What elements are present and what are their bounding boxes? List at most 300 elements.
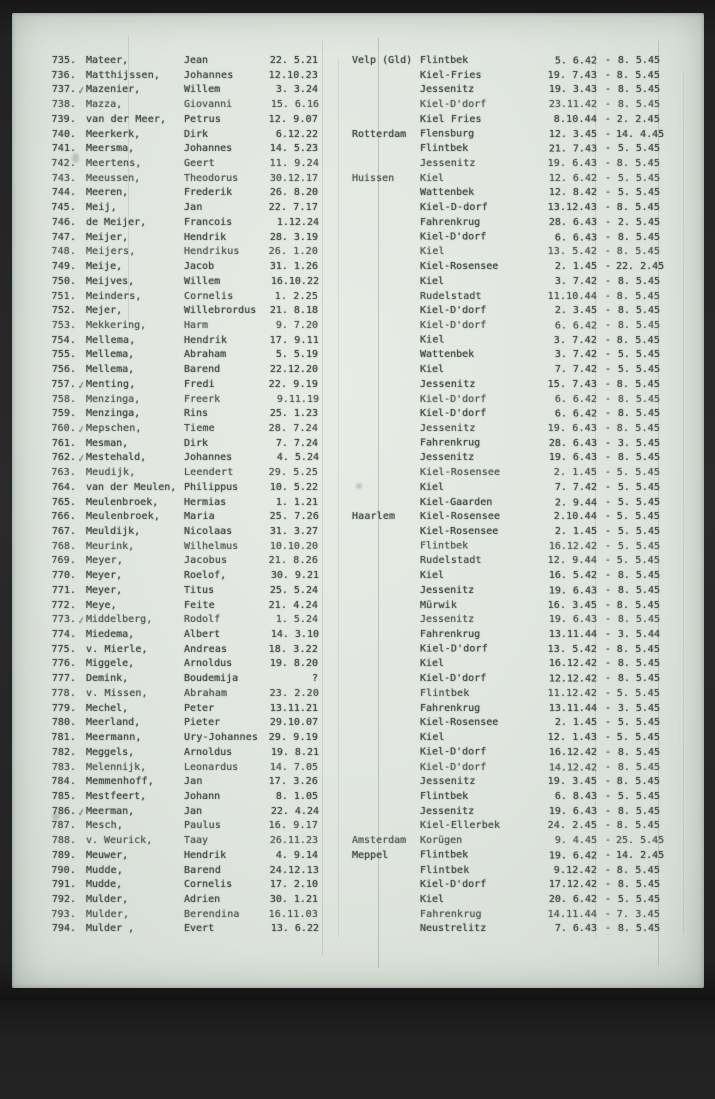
- date-to: 8. 5.45: [617, 275, 660, 287]
- birth-date: 29.10.07: [269, 717, 318, 729]
- first-name: Cornelis: [184, 290, 234, 302]
- date-to: 5. 5.45: [616, 511, 660, 523]
- date-to: 8. 5.45: [617, 84, 660, 96]
- date-to: 5. 5.45: [617, 526, 660, 537]
- date-separator: -: [604, 717, 612, 729]
- row-number: 788.: [51, 835, 76, 847]
- camp-place: Kiel-D'dorf: [420, 673, 487, 685]
- camp-place: Kiel: [420, 275, 445, 287]
- first-name: Frederik: [184, 187, 233, 199]
- date-from: 9. 4.45: [554, 835, 597, 847]
- date-from: 5. 6.42: [554, 55, 597, 67]
- camp-place: Kiel: [420, 732, 445, 744]
- date-from: 13.11.44: [548, 629, 597, 641]
- birth-date: 13. 6.22: [270, 923, 319, 935]
- date-to: 8. 5.45: [617, 584, 660, 596]
- camp-place: Kiel-D'dorf: [420, 319, 487, 331]
- date-to: 8. 5.45: [616, 290, 660, 302]
- surname: Meulenbroek,: [86, 496, 159, 508]
- birth-date: 13.11.21: [269, 702, 318, 714]
- date-from: 2. 1.45: [554, 526, 597, 537]
- table-row: [12, 83, 704, 98]
- date-separator: -: [604, 69, 612, 81]
- table-row: [12, 687, 704, 702]
- camp-place: Kiel: [420, 246, 445, 258]
- date-separator: -: [604, 746, 612, 758]
- surname: Meurink,: [86, 540, 135, 552]
- camp-place: Wattenbek: [420, 349, 475, 361]
- date-separator: -: [604, 805, 612, 817]
- surname: Meuwer,: [86, 849, 129, 861]
- first-name: Jan: [184, 776, 203, 788]
- first-name: Hendrik: [184, 334, 228, 346]
- first-name: Johannes: [184, 69, 234, 81]
- camp-place: Fahrenkrug: [420, 216, 481, 228]
- row-number: 735.: [51, 55, 76, 66]
- date-from: 20. 6.42: [548, 893, 597, 905]
- row-number: 785.: [51, 790, 76, 802]
- date-from: 12.12.42: [548, 673, 597, 685]
- first-name: Evert: [184, 923, 215, 935]
- birth-date: 9. 7.20: [275, 319, 318, 331]
- first-name: Abraham: [184, 687, 228, 699]
- table-row: [12, 437, 704, 452]
- date-to: 8. 5.45: [616, 864, 660, 876]
- row-number: 787.: [51, 820, 76, 832]
- date-separator: -: [604, 172, 612, 184]
- date-to: 8. 5.45: [617, 393, 660, 405]
- first-name: Willebrordus: [184, 305, 257, 317]
- birth-date: 14. 5.23: [269, 143, 318, 155]
- row-number: 784.: [51, 776, 76, 788]
- row-number: 758.: [51, 393, 76, 405]
- camp-place: Flensburg: [420, 128, 475, 140]
- date-separator: -: [604, 761, 612, 773]
- first-name: Jacob: [184, 261, 215, 273]
- table-row: [12, 128, 704, 143]
- camp-place: Jessenitz: [420, 805, 475, 817]
- date-from: 19. 3.43: [548, 84, 597, 96]
- date-separator: -: [604, 526, 612, 537]
- birth-date: 22. 5.21: [269, 55, 318, 66]
- date-from: 16. 3.45: [547, 599, 597, 611]
- birth-date: 22. 7.17: [268, 202, 318, 214]
- surname: Meye,: [86, 599, 117, 611]
- date-to: 8. 5.45: [616, 776, 660, 788]
- first-name: Fredi: [184, 378, 215, 390]
- row-number: 736.: [51, 69, 76, 81]
- date-from: 2. 1.45: [554, 717, 597, 729]
- first-name: Giovanni: [184, 99, 233, 111]
- camp-place: Kiel-D'dorf: [420, 746, 487, 758]
- date-separator: -: [604, 511, 612, 523]
- date-separator: -: [604, 629, 612, 641]
- table-row: [12, 702, 704, 717]
- surname: Mateer,: [86, 55, 129, 66]
- row-number: 786.: [51, 805, 76, 817]
- row-number: 790.: [51, 864, 76, 876]
- birth-date: 1. 2.25: [274, 290, 318, 302]
- camp-place: Fahrenkrug: [420, 437, 481, 449]
- date-from: 19. 6.43: [548, 585, 597, 597]
- row-number: 739.: [51, 113, 76, 125]
- birth-date: 25. 5.24: [269, 584, 318, 596]
- birth-date: 19. 8.20: [269, 658, 318, 670]
- row-number: 794.: [51, 923, 76, 935]
- birth-date: 23. 2.20: [269, 687, 319, 699]
- check-mark: ✓: [76, 422, 86, 437]
- first-name: Pieter: [184, 717, 221, 729]
- row-number: 774.: [51, 629, 76, 641]
- row-number: 761.: [51, 437, 76, 449]
- camp-place: Flintbek: [420, 790, 469, 802]
- surname: Mechel,: [86, 702, 129, 714]
- surname: de Meijer,: [86, 216, 147, 228]
- date-separator: -: [604, 349, 612, 361]
- date-to: 5. 5.45: [617, 364, 660, 376]
- date-from: 19. 6.43: [547, 422, 597, 434]
- surname: Memmenhoff,: [86, 776, 154, 788]
- date-separator: -: [604, 216, 612, 228]
- table-row: [12, 584, 704, 599]
- birth-date: 21. 8.26: [268, 555, 318, 567]
- first-name: Johannes: [184, 143, 233, 155]
- date-separator: -: [604, 422, 612, 434]
- camp-place: Kiel: [420, 658, 445, 670]
- birth-date: 10. 5.22: [269, 481, 318, 493]
- date-to: 5. 5.45: [617, 481, 660, 493]
- surname: Meudijk,: [86, 467, 136, 479]
- row-number: 741.: [51, 143, 76, 155]
- date-to: 8. 5.45: [617, 746, 660, 758]
- row-number: 764.: [51, 481, 76, 493]
- surname: Meyer,: [86, 584, 123, 596]
- row-number: 738.: [51, 99, 76, 111]
- first-name: Arnoldus: [184, 746, 233, 758]
- date-to: 8. 5.45: [616, 334, 660, 346]
- first-name: Albert: [184, 629, 221, 641]
- date-from: 19. 6.43: [548, 805, 597, 817]
- surname: Meij,: [86, 202, 117, 214]
- surname: Meersma,: [86, 143, 135, 155]
- date-to: 8. 5.45: [617, 55, 660, 66]
- date-separator: -: [604, 334, 612, 346]
- table-row: [12, 407, 704, 422]
- row-number: 745.: [51, 202, 76, 214]
- camp-place: Jessenitz: [420, 452, 475, 464]
- birth-date: 4. 5.24: [276, 452, 319, 464]
- date-separator: -: [604, 702, 612, 714]
- date-from: 3. 7.42: [553, 334, 597, 346]
- date-to: 8. 5.45: [616, 246, 660, 258]
- date-separator: -: [604, 496, 612, 508]
- row-number: 765.: [51, 496, 76, 508]
- surname: Meeussen,: [86, 172, 141, 184]
- date-to: 5. 5.45: [617, 790, 660, 802]
- table-row: [12, 554, 704, 569]
- birth-date: 30. 1.21: [269, 893, 318, 905]
- date-separator: -: [604, 658, 612, 670]
- row-number: 782.: [51, 746, 76, 758]
- first-name: Cornelis: [184, 879, 233, 891]
- surname: Meulenbroek,: [86, 511, 161, 523]
- date-from: 2.10.44: [553, 511, 597, 523]
- table-row: [12, 731, 704, 746]
- surname: v. Missen,: [86, 687, 148, 699]
- table-row: [12, 98, 704, 113]
- surname: Mellema,: [86, 349, 135, 361]
- date-to: 5. 5.45: [616, 687, 660, 699]
- date-separator: -: [604, 467, 612, 479]
- birth-date: 15. 6.16: [270, 99, 319, 111]
- surname: Meerland,: [86, 717, 141, 729]
- row-number: 749.: [51, 261, 76, 273]
- surname: Meeren,: [86, 187, 129, 199]
- row-number: 793.: [51, 908, 76, 920]
- birth-date: 25. 1.23: [269, 408, 318, 420]
- surname: Menzinga,: [86, 408, 141, 420]
- table-row: [12, 466, 704, 481]
- camp-place: Kiel-D'dorf: [420, 879, 487, 891]
- birth-date: 9.11.19: [276, 393, 319, 405]
- camp-place: Wattenbek: [420, 187, 475, 199]
- table-row: [12, 260, 704, 275]
- first-name: Freerk: [184, 393, 221, 405]
- date-from: 6. 6.43: [554, 232, 597, 244]
- camp-place: Kiel: [420, 334, 445, 346]
- birth-date: 3. 3.24: [275, 84, 318, 96]
- camp-place: Kiel-D'dorf: [420, 408, 487, 420]
- date-to: 8. 5.45: [616, 158, 660, 170]
- camp-place: Jessenitz: [420, 378, 476, 390]
- date-from: 19. 6.43: [548, 452, 597, 464]
- origin-place: Haarlem: [352, 511, 396, 523]
- camp-place: Rudelstadt: [420, 555, 482, 567]
- date-from: 13. 5.42: [547, 643, 597, 655]
- table-row: [12, 275, 704, 290]
- birth-date: 22.12.20: [269, 364, 318, 376]
- camp-place: Kiel-Rosensee: [420, 511, 501, 523]
- date-separator: -: [604, 408, 612, 420]
- first-name: Adrien: [184, 893, 221, 905]
- date-from: 12. 9.44: [547, 555, 597, 567]
- date-from: 8.10.44: [553, 113, 597, 125]
- first-name: Maria: [184, 511, 215, 523]
- table-row: [12, 922, 704, 937]
- surname: Mudde,: [86, 879, 123, 891]
- birth-date: 4. 9.14: [275, 849, 318, 861]
- surname: Mepschen,: [86, 422, 142, 434]
- surname: Mestfeert,: [86, 790, 147, 802]
- first-name: Abraham: [184, 349, 227, 361]
- first-name: Dirk: [184, 128, 209, 140]
- row-number: 757.: [51, 378, 76, 390]
- first-name: Andreas: [184, 643, 228, 655]
- birth-date: 26. 8.20: [269, 187, 318, 199]
- surname: Mulder,: [86, 908, 130, 920]
- row-number: 751.: [51, 290, 76, 302]
- first-name: Nicolaas: [184, 526, 233, 537]
- date-to: 7. 3.45: [616, 908, 660, 920]
- date-to: 5. 5.45: [617, 717, 660, 729]
- date-separator: -: [604, 893, 612, 905]
- surname: Mesman,: [86, 437, 129, 449]
- birth-date: 28. 3.19: [269, 231, 318, 243]
- camp-place: Kiel-Gaarden: [420, 496, 493, 508]
- date-separator: -: [604, 908, 612, 920]
- date-from: 13. 5.42: [547, 246, 597, 258]
- first-name: Petrus: [184, 113, 222, 125]
- row-number: 776.: [51, 658, 76, 670]
- birth-date: 14. 3.10: [270, 629, 319, 641]
- date-separator: -: [604, 673, 612, 685]
- row-number: 770.: [51, 570, 76, 582]
- row-number: 752.: [51, 305, 76, 317]
- surname: Meijers,: [86, 246, 136, 258]
- surname: Demink,: [86, 673, 129, 685]
- table-row: [12, 334, 704, 349]
- date-to: 8. 5.45: [617, 408, 660, 420]
- date-separator: -: [604, 687, 612, 699]
- table-row: [12, 69, 704, 84]
- surname: Mulder ,: [86, 923, 135, 935]
- surname: Matthijssen,: [86, 69, 161, 81]
- birth-date: 28. 7.24: [268, 422, 318, 434]
- camp-place: Kiel-D'dorf: [420, 643, 488, 655]
- surname: Mejer,: [86, 305, 123, 317]
- first-name: Leendert: [184, 467, 234, 479]
- origin-place: Velp (Gld): [352, 55, 413, 66]
- row-number: 740.: [51, 128, 76, 140]
- row-number: 754.: [51, 334, 76, 346]
- surname: Mestehald,: [86, 452, 147, 464]
- first-name: Hermias: [184, 496, 227, 508]
- first-name: Roelof,: [184, 570, 227, 582]
- date-separator: -: [604, 849, 612, 861]
- first-name: Theodorus: [184, 172, 239, 184]
- row-number: 759.: [51, 408, 76, 420]
- date-to: 8. 5.45: [617, 452, 660, 464]
- date-from: 19. 7.43: [547, 69, 597, 81]
- camp-place: Kiel-Rosensee: [420, 717, 499, 729]
- date-to: 22. 2.45: [616, 261, 665, 273]
- table-row: [12, 290, 704, 305]
- camp-place: Kiel-Fries: [420, 69, 482, 81]
- date-to: 25. 5.45: [616, 835, 665, 847]
- camp-place: Kiel: [420, 570, 445, 582]
- date-to: 2. 2.45: [616, 113, 660, 125]
- row-number: 775.: [51, 643, 76, 655]
- date-from: 23.11.42: [548, 99, 597, 111]
- row-number: 748.: [51, 246, 76, 258]
- table-row: [12, 172, 704, 187]
- date-separator: -: [604, 378, 612, 390]
- first-name: Jan: [184, 805, 203, 817]
- check-mark: ✓: [76, 378, 86, 393]
- table-row: [12, 672, 704, 687]
- first-name: Taay: [184, 835, 209, 847]
- date-from: 11.10.44: [547, 290, 597, 302]
- birth-date: 31. 3.27: [269, 526, 318, 537]
- surname: Mulder,: [86, 893, 129, 905]
- date-to: 8. 5.45: [617, 570, 660, 582]
- date-from: 17.12.42: [548, 879, 597, 891]
- row-number: 777.: [51, 673, 76, 685]
- birth-date: 1. 5.24: [275, 614, 318, 626]
- first-name: Feite: [184, 599, 215, 611]
- row-number: 767.: [51, 526, 76, 537]
- date-to: 8. 5.45: [616, 599, 660, 611]
- date-separator: -: [604, 732, 612, 744]
- birth-date: 5. 5.19: [275, 349, 318, 361]
- date-to: 8. 5.45: [616, 643, 660, 655]
- table-row: [12, 496, 704, 511]
- date-from: 19. 6.42: [548, 850, 597, 862]
- table-row: [12, 201, 704, 216]
- row-number: 783.: [51, 761, 76, 773]
- table-row: [12, 746, 704, 761]
- camp-place: Neustrelitz: [420, 923, 487, 935]
- table-row: [12, 363, 704, 378]
- table-row: [12, 790, 704, 805]
- surname: Mudde,: [86, 864, 124, 876]
- camp-place: Kiel: [420, 364, 445, 376]
- camp-place: Flintbek: [420, 143, 469, 155]
- date-separator: -: [604, 246, 612, 258]
- surname: Meyer,: [86, 555, 124, 567]
- paper-sheet: [12, 13, 704, 988]
- birth-date: 22. 4.24: [270, 805, 319, 817]
- date-from: 2. 3.45: [554, 305, 597, 317]
- surname: Mazza,: [86, 99, 123, 111]
- first-name: Titus: [184, 584, 215, 596]
- camp-place: Kiel: [420, 893, 445, 905]
- date-to: 14. 4.45: [616, 128, 665, 140]
- date-to: 8. 5.45: [617, 99, 660, 111]
- table-row: [12, 348, 704, 363]
- table-row: [12, 908, 704, 923]
- date-from: 6. 6.42: [554, 393, 597, 405]
- date-to: 8. 5.45: [617, 673, 660, 685]
- date-to: 3. 5.45: [617, 437, 660, 449]
- date-to: 5. 5.45: [617, 172, 660, 184]
- camp-place: Jessenitz: [420, 776, 476, 788]
- date-from: 19. 6.43: [547, 158, 597, 170]
- date-separator: -: [604, 835, 612, 847]
- first-name: Jean: [184, 55, 209, 66]
- birth-date: 17. 3.26: [268, 776, 318, 788]
- camp-place: Fahrenkrug: [420, 702, 481, 714]
- date-separator: -: [604, 275, 612, 287]
- date-separator: -: [604, 643, 612, 655]
- first-name: Barend: [184, 864, 222, 876]
- first-name: Peter: [184, 702, 215, 714]
- first-name: Tieme: [184, 422, 215, 434]
- camp-place: Kiel-Ellerbek: [420, 820, 501, 832]
- date-from: 12. 3.45: [548, 128, 597, 140]
- date-from: 16. 5.42: [548, 570, 597, 582]
- date-separator: -: [604, 776, 612, 788]
- table-row: [12, 378, 704, 393]
- birth-date: 1. 1.21: [275, 496, 318, 508]
- camp-place: Kiel-D'dorf: [420, 305, 487, 317]
- table-row: [12, 540, 704, 555]
- table-row: [12, 805, 704, 820]
- table-row: [12, 834, 704, 849]
- row-number: 778.: [51, 687, 76, 699]
- register-table: [12, 54, 704, 937]
- surname: Menting,: [86, 378, 136, 390]
